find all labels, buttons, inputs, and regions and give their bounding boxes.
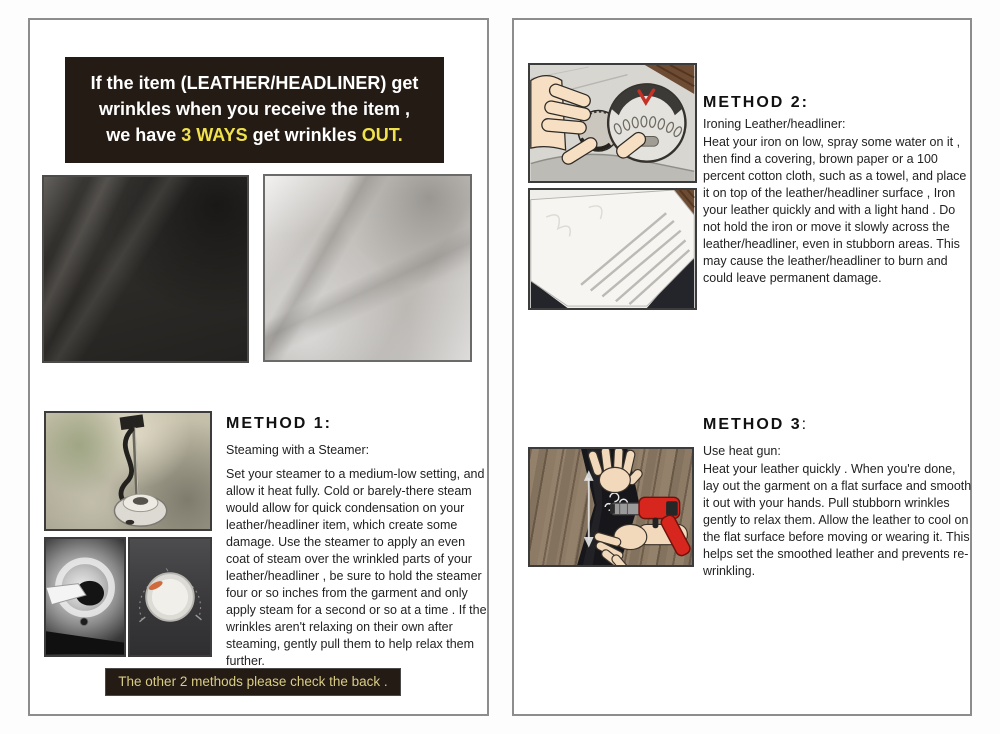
towel-photo [528, 188, 697, 310]
steamer-dial-illustration [130, 539, 210, 655]
method1-subtitle: Steaming with a Steamer: [226, 443, 370, 457]
headline-banner [65, 57, 444, 163]
headline-line2: wrinkles when you receive the item , [98, 99, 411, 119]
footer-note-banner [105, 668, 401, 696]
method2-subtitle: Ironing Leather/headliner: [703, 117, 846, 131]
wrinkled-leather-photo [42, 175, 249, 363]
method1-section [226, 415, 489, 670]
headline-line3-text1: we have [106, 125, 182, 145]
method3-body: Heat your leather quickly . When you're done, lay out the garment on a flat surface and smooth it out with your hands. Pull stubborn wrinkles gently to relax them. Allow the leather to cool on the flat surface before moving or wearing it. This helps set the smoothed leather and prevents re-wrinkling. [703, 462, 972, 578]
method1-title: METHOD 1: [226, 415, 332, 432]
steamer-illustration [46, 413, 210, 529]
towel-illustration [530, 190, 695, 308]
left-page [28, 18, 489, 716]
steam-nozzle-photo [44, 537, 126, 657]
headline-line3-text2: get wrinkles [247, 125, 362, 145]
method2-section [703, 94, 967, 287]
method1-body: Set your steamer to a medium-low setting, and allow it heat fully. Cold or barely-there steam would allow for quick condensation on your leather/headliner item, which create some damage. Use the steamer to apply an even coat of steam over the wrinkled parts of your leather/headliner , be sure to hold the steamer four or so inches from the garment and only apply steam for a second or so at a time . If the wrinkles aren't relaxing on their own after steaming, gently pull them to help relax them further. [226, 467, 487, 668]
method3-title [703, 416, 973, 434]
steamer-photo [44, 411, 212, 531]
wrinkled-fabric-photo [263, 174, 472, 362]
method2-body: Heat your iron on low, spray some water on it , then find a covering, brown paper or a 100 percent cotton cloth, such as a towel, and place it on top of the leather/headliner surface , Iron your leather quickly and with a light hand . Do not hold the iron or move it slowly across the leather/headliner, even in stubborn areas. This may cause the leather/headliner to burn and could leave permanent damage. [703, 135, 967, 285]
method3-title-colon: : [801, 416, 807, 433]
headline-line3 [65, 122, 444, 148]
iron-dial-illustration [530, 65, 695, 181]
method3-subtitle: Use heat gun: [703, 444, 781, 458]
right-page [512, 18, 972, 716]
steamer-dial-photo [128, 537, 212, 657]
iron-dial-photo [528, 63, 697, 183]
headline-line1: If the item (LEATHER/HEADLINER) get [90, 73, 419, 93]
footer-note-text: The other 2 methods please check the back . [118, 674, 388, 689]
heat-gun-illustration [530, 449, 692, 565]
steam-nozzle-illustration [46, 539, 124, 655]
method3-section [703, 416, 973, 580]
method2-title: METHOD 2: [703, 94, 809, 111]
headline-out-highlight: OUT. [361, 125, 403, 145]
method3-title-text: METHOD 3 [703, 416, 802, 433]
headline-3ways-highlight: 3 WAYS [181, 125, 248, 145]
heat-gun-photo [528, 447, 694, 567]
